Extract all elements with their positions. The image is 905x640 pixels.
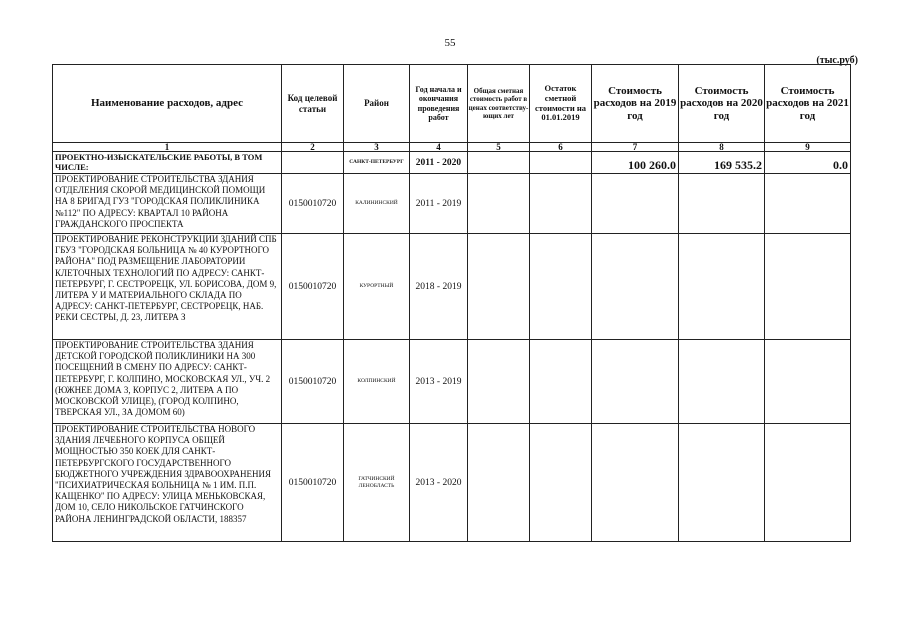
expense-code: 0150010720 xyxy=(282,174,344,234)
expense-code: 0150010720 xyxy=(282,340,344,424)
header-estimated-cost: Общая сметная стоимость работ в ценах соответству-ющих лет xyxy=(468,65,530,143)
header-name: Наименование расходов, адрес xyxy=(53,65,282,143)
summary-row xyxy=(53,152,851,174)
expense-cost-2019 xyxy=(592,424,679,542)
expense-years: 2018 - 2019 xyxy=(410,234,468,340)
column-number: 3 xyxy=(344,143,410,152)
column-number: 6 xyxy=(530,143,592,152)
summary-cost-2020: 169 535.2 xyxy=(679,152,765,174)
table-row xyxy=(53,340,851,424)
header-cost-2021: Стоимость расходов на 2021 год xyxy=(765,65,851,143)
expense-cost-2021 xyxy=(765,174,851,234)
expense-cost-2019 xyxy=(592,340,679,424)
expense-years: 2013 - 2020 xyxy=(410,424,468,542)
expense-estimated xyxy=(468,174,530,234)
expense-remainder xyxy=(530,174,592,234)
unit-label: (тыс.руб) xyxy=(816,55,858,66)
column-number: 2 xyxy=(282,143,344,152)
summary-code xyxy=(282,152,344,174)
expense-cost-2021 xyxy=(765,340,851,424)
expense-cost-2020 xyxy=(679,340,765,424)
summary-estimated xyxy=(468,152,530,174)
column-number: 5 xyxy=(468,143,530,152)
summary-remainder xyxy=(530,152,592,174)
header-cost-2020: Стоимость расходов на 2020 год xyxy=(679,65,765,143)
column-number: 7 xyxy=(592,143,679,152)
header-district: Район xyxy=(344,65,410,143)
summary-years: 2011 - 2020 xyxy=(410,152,468,174)
expense-cost-2020 xyxy=(679,424,765,542)
expense-district: ГАТЧИНСКИЙ ЛЕНОБЛАСТЬ xyxy=(344,424,410,542)
column-number: 8 xyxy=(679,143,765,152)
summary-cost-2019: 100 260.0 xyxy=(592,152,679,174)
expense-name: ПРОЕКТИРОВАНИЕ РЕКОНСТРУКЦИИ ЗДАНИЙ СПБ ГБУЗ "ГОРОДСКАЯ БОЛЬНИЦА № 40 КУРОРТНОГО РАЙОНА" ПОД РАЗМЕЩЕНИЕ ЛАБОРАТОРИИ КЛЕТОЧНЫХ ТЕХНОЛОГИЙ ПО АДРЕСУ: САНКТ-ПЕТЕРБУРГ, Г. СЕСТРОРЕЦК, УЛ. БОРИСОВА, ДОМ 9, ЛИТЕРА У И МАТЕРИАЛЬНОГО СКЛАДА ПО АДРЕСУ: САНКТ-ПЕТЕРБУРГ, СЕСТРОРЕЦК, НАБ. РЕКИ СЕСТРЫ, Д. 23, ЛИТЕРА З xyxy=(53,234,282,340)
expense-remainder xyxy=(530,340,592,424)
page-number: 55 xyxy=(444,37,456,49)
expense-estimated xyxy=(468,340,530,424)
expense-cost-2020 xyxy=(679,174,765,234)
expense-cost-2020 xyxy=(679,234,765,340)
expense-estimated xyxy=(468,424,530,542)
summary-district: САНКТ-ПЕТЕРБУРГ xyxy=(344,152,410,174)
expense-remainder xyxy=(530,424,592,542)
expense-code: 0150010720 xyxy=(282,424,344,542)
column-number: 1 xyxy=(53,143,282,152)
header-code: Код целевой статьи xyxy=(282,65,344,143)
table-row xyxy=(53,234,851,340)
expense-years: 2011 - 2019 xyxy=(410,174,468,234)
expense-district: КОЛПИНСКИЙ xyxy=(344,340,410,424)
expense-cost-2021 xyxy=(765,234,851,340)
summary-name: ПРОЕКТНО-ИЗЫСКАТЕЛЬСКИЕ РАБОТЫ, В ТОМ ЧИСЛЕ: xyxy=(53,152,282,174)
column-number: 9 xyxy=(765,143,851,152)
expense-remainder xyxy=(530,234,592,340)
column-number: 4 xyxy=(410,143,468,152)
expense-district: КАЛИНИНСКИЙ xyxy=(344,174,410,234)
expense-name: ПРОЕКТИРОВАНИЕ СТРОИТЕЛЬСТВА НОВОГО ЗДАНИЯ ЛЕЧЕБНОГО КОРПУСА ОБЩЕЙ МОЩНОСТЬЮ 350 КОЕК ДЛЯ САНКТ-ПЕТЕРБУРГСКОГО ГОСУДАРСТВЕННОГО БЮДЖЕТНОГО УЧРЕЖДЕНИЯ ЗДРАВООХРАНЕНИЯ "ПСИХИАТРИЧЕСКАЯ БОЛЬНИЦА № 1 ИМ. П.П. КАЩЕНКО" ПО АДРЕСУ: УЛИЦА МЕНЬКОВСКАЯ, ДОМ 10, СЕЛО НИКОЛЬСКОЕ ГАТЧИНСКОГО РАЙОНА ЛЕНИНГРАДСКОЙ ОБЛАСТИ, 188357 xyxy=(53,424,282,542)
expense-code: 0150010720 xyxy=(282,234,344,340)
expense-years: 2013 - 2019 xyxy=(410,340,468,424)
header-cost-2019: Стоимость расходов на 2019 год xyxy=(592,65,679,143)
expense-district: КУРОРТНЫЙ xyxy=(344,234,410,340)
expense-cost-2019 xyxy=(592,174,679,234)
expense-cost-2021 xyxy=(765,424,851,542)
expense-table xyxy=(52,64,851,542)
header-remainder: Остаток сметной стоимости на 01.01.2019 xyxy=(530,65,592,143)
expense-cost-2019 xyxy=(592,234,679,340)
summary-cost-2021: 0.0 xyxy=(765,152,851,174)
expense-name: ПРОЕКТИРОВАНИЕ СТРОИТЕЛЬСТВА ЗДАНИЯ ДЕТСКОЙ ГОРОДСКОЙ ПОЛИКЛИНИКИ НА 300 ПОСЕЩЕНИЙ В СМЕНУ ПО АДРЕСУ: САНКТ-ПЕТЕРБУРГ, Г. КОЛПИНО, МОСКОВСКАЯ УЛ., УЧ. 2 (ЮЖНЕЕ ДОМА 3, КОРПУС 2, ЛИТЕРА А ПО МОСКОВСКОЙ УЛИЦЕ), (ГОРОД КОЛПИНО, ТВЕРСКАЯ УЛ., ЗА ДОМОМ 60) xyxy=(53,340,282,424)
header-years: Год начала и окончания проведения работ xyxy=(410,65,468,143)
table-row xyxy=(53,174,851,234)
header-row xyxy=(53,65,851,143)
column-number-row xyxy=(53,143,851,152)
expense-estimated xyxy=(468,234,530,340)
expense-name: ПРОЕКТИРОВАНИЕ СТРОИТЕЛЬСТВА ЗДАНИЯ ОТДЕЛЕНИЯ СКОРОЙ МЕДИЦИНСКОЙ ПОМОЩИ НА 8 БРИГАД ГУЗ "ГОРОДСКАЯ ПОЛИКЛИНИКА №112" ПО АДРЕСУ: КВАРТАЛ 10 РАЙОНА ГРАЖДАНСКОГО ПРОСПЕКТА xyxy=(53,174,282,234)
table-row xyxy=(53,424,851,542)
